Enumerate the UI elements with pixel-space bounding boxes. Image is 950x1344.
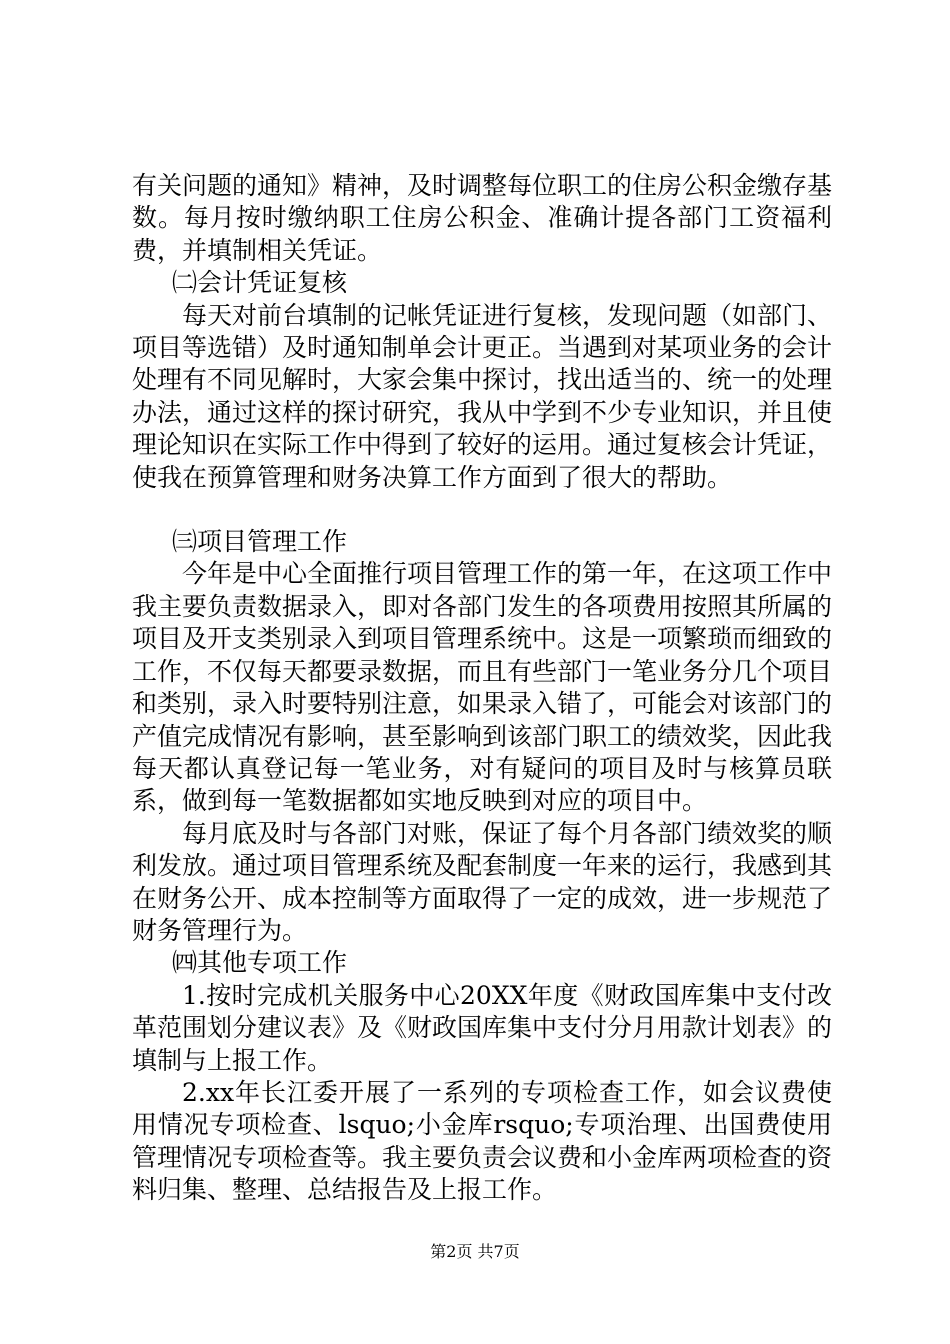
page-footer [0, 1242, 950, 1262]
paragraph-special-work-1: 1.按时完成机关服务中心20XX年度《财政国库集中支付改革范围划分建议表》及《财政国库集中支付分月用款计划表》的填制与上报工作。 [132, 980, 833, 1075]
page-number: 第2页 共7页 [430, 1242, 520, 1261]
paragraph-project-management: 今年是中心全面推行项目管理工作的第一年，在这项工作中我主要负责数据录入，即对各部门发生的各项费用按照其所属的项目及开支类别录入到项目管理系统中。这是一项繁琐而细致的工作，不仅每天都要录数据，而且有些部门一笔业务分几个项目和类别，录入时要特别注意，如果录入错了，可能会对该部门的产值完成情况有影响，甚至影响到该部门职工的绩效奖，因此我每天都认真登记每一笔业务，对有疑问的项目及时与核算员联系，做到每一笔数据都如实地反映到对应的项目中。 [132, 559, 833, 816]
document-body [132, 170, 832, 1207]
paragraph-voucher-review: 每天对前台填制的记帐凭证进行复核，发现问题（如部门、项目等选错）及时通知制单会计更正。当遇到对某项业务的会计处理有不同见解时，大家会集中探讨，找出适当的、统一的处理办法，通过这样的探讨研究，我从中学到不少专业知识，并且使理论知识在实际工作中得到了较好的运用。通过复核会计凭证，使我在预算管理和财务决算工作方面到了很大的帮助。 [132, 300, 833, 492]
paragraph-special-work-2: 2.xx年长江委开展了一系列的专项检查工作，如会议费使用情况专项检查、lsquo;小金库rsquo;专项治理、出国费使用管理情况专项检查等。我主要负责会议费和小金库两项检查的资料归集、整理、总结报告及上报工作。 [132, 1077, 833, 1205]
paragraph-reconciliation: 每月底及时与各部门对账，保证了每个月各部门绩效奖的顺利发放。通过项目管理系统及配套制度一年来的运行，我感到其在财务公开、成本控制等方面取得了一定的成效，进一步规范了财务管理行为。 [132, 818, 833, 945]
section-heading-voucher-review: ㈡会计凭证复核 [172, 268, 348, 298]
paragraph-housing-fund: 有关问题的通知》精神，及时调整每位职工的住房公积金缴存基数。每月按时缴纳职工住房公积金、准确计提各部门工资福利费，并填制相关凭证。 [132, 171, 833, 265]
blank-line [132, 494, 832, 526]
section-heading-project-management: ㈢项目管理工作 [172, 527, 348, 557]
section-heading-special-work: ㈣其他专项工作 [172, 948, 348, 978]
